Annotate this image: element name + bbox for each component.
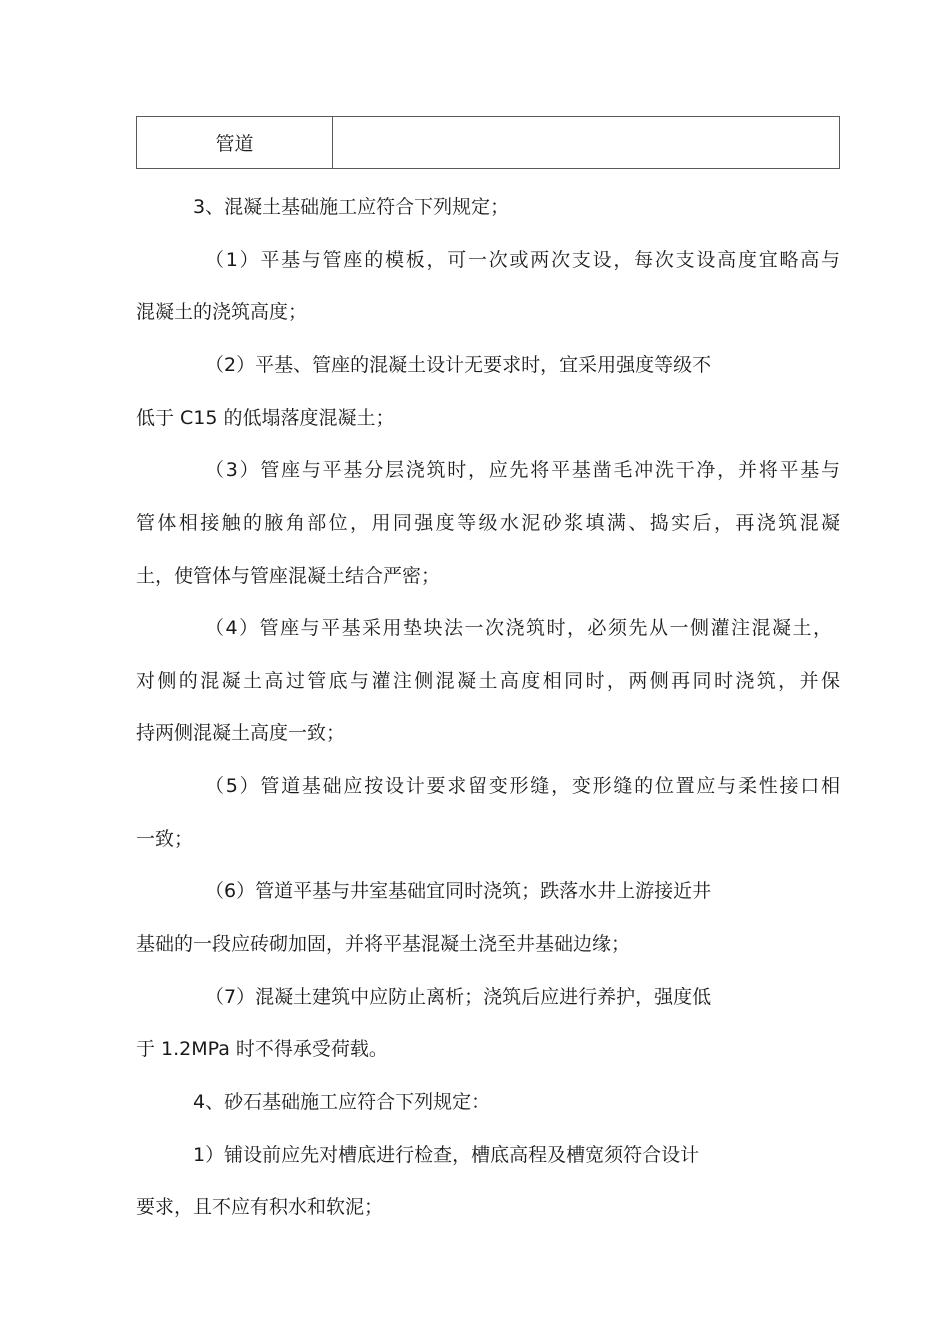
item-5-line-1: （5）管道基础应按设计要求留变形缝，变形缝的位置应与柔性接口相 [205,775,840,797]
spec-table [136,116,840,169]
item-4-line-2: 对侧的混凝土高过管底与灌注侧混凝土高度相同时，两侧再同时浇筑，并保 [136,670,840,692]
item-4-line-3: 持两侧混凝土高度一致； [136,722,346,744]
item-5-line-2: 一致； [136,828,194,850]
clause-4-item-1-line-2: 要求，且不应有积水和软泥； [136,1196,384,1218]
item-3-line-3: 土，使管体与管座混凝土结合严密； [136,565,441,587]
item-3-line-2: 管体相接触的腋角部位，用同强度等级水泥砂浆填满、捣实后，再浇筑混凝 [136,512,840,534]
item-6-line-2: 基础的一段应砖砌加固，并将平基混凝土浇至井基础边缘； [136,933,631,955]
table-cell-label: 管道 [137,117,333,168]
item-2-line-2: 低于 C15 的低塌落度混凝土； [136,407,395,429]
item-7-line-1: （7）混凝土建筑中应防止离析；浇筑后应进行养护，强度低 [205,986,712,1008]
item-1-line-1: （1）平基与管座的模板，可一次或两次支设，每次支设高度宜略高与 [205,249,840,271]
item-6-line-1: （6）管道平基与井室基础宜同时浇筑；跌落水井上游接近井 [205,880,712,902]
clause-4-item-1-line-1: 1）铺设前应先对槽底进行检查，槽底高程及槽宽须符合设计 [193,1144,700,1166]
item-4-line-1: （4）管座与平基采用垫块法一次浇筑时，必须先从一侧灌注混凝土， [205,617,832,639]
item-2-line-1: （2）平基、管座的混凝土设计无要求时，宜采用强度等级不 [205,354,712,376]
clause-3-heading: 3、混凝土基础施工应符合下列规定； [193,196,510,218]
item-7-line-2: 于 1.2MPa 时不得承受荷载。 [136,1038,388,1060]
table-cell-value [333,117,839,168]
clause-4-heading: 4、砂石基础施工应符合下列规定： [193,1091,491,1113]
item-1-line-2: 混凝土的浇筑高度； [136,301,308,323]
item-3-line-1: （3）管座与平基分层浇筑时，应先将平基凿毛冲洗干净，并将平基与 [205,459,840,481]
